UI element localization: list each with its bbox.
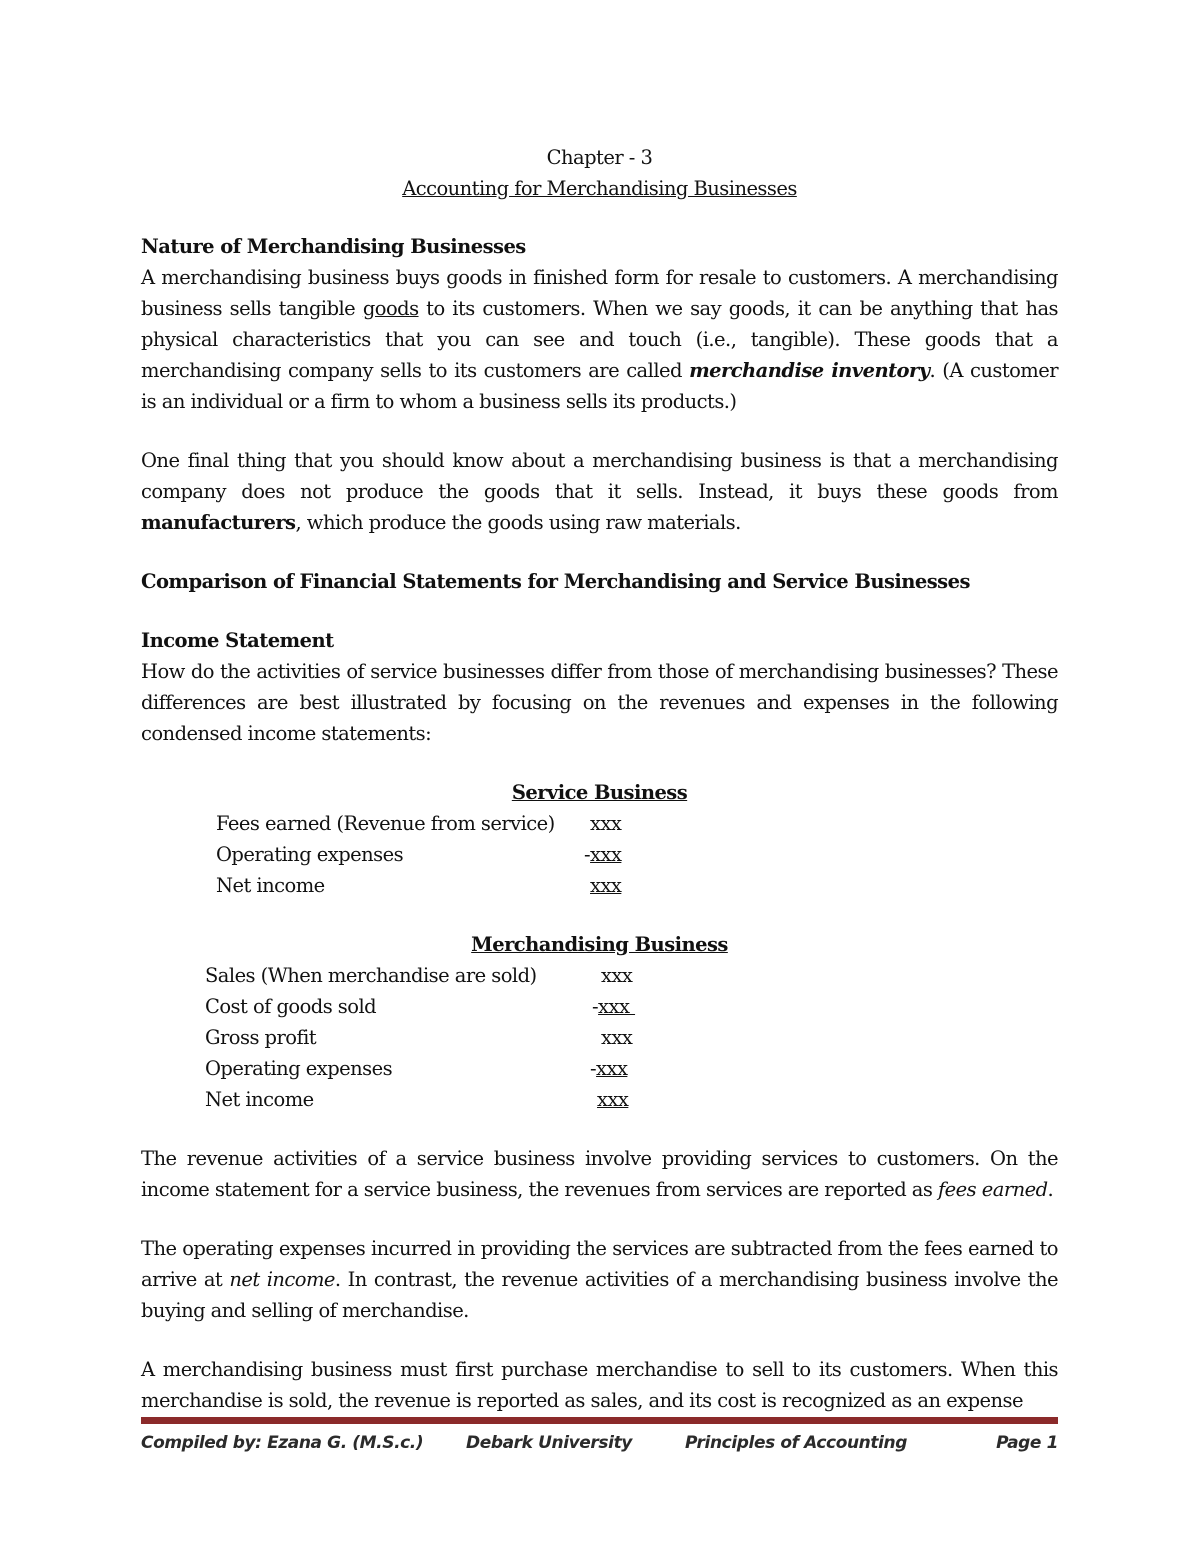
spacer: [141, 1115, 1058, 1143]
fees-earned-term: fees earned: [938, 1178, 1048, 1201]
goods-term: goods: [362, 297, 419, 320]
spacer: [141, 901, 1058, 929]
spacer: [141, 204, 1058, 231]
merch-row-label: Gross profit: [205, 1026, 317, 1049]
footer-page-number: Page 1: [996, 1433, 1058, 1453]
spacer: [141, 1205, 1058, 1233]
paragraph-nature-2: One final thing that you should know about a merchandising business is that a merchandising company does not produce the goods that it sells. Instead, it buys these goods from manufacturers, which produce the goods using raw materials.: [141, 449, 1058, 534]
service-statement-title: Service Business: [511, 781, 688, 804]
section-heading-income-statement: Income Statement: [141, 629, 334, 652]
paragraph-income-intro: How do the activities of service businesses differ from those of merchandising businesses? These differences are best illustrated by focusing on the revenues and expenses in the following condensed income statements:: [141, 660, 1058, 745]
merch-row-value: xxx: [597, 1088, 629, 1111]
spacer: [141, 749, 1058, 777]
service-business-statement: [141, 777, 1058, 901]
merch-row-value: xxx: [601, 964, 633, 987]
footer-divider: [141, 1417, 1058, 1424]
section-heading-comparison: Comparison of Financial Statements for Merchandising and Service Businesses: [141, 570, 970, 593]
net-income-term: net income: [229, 1268, 335, 1291]
page-footer: [141, 1433, 1058, 1457]
manufacturers-term: manufacturers: [141, 511, 296, 534]
service-row-value: xxx: [590, 812, 622, 835]
service-row-label: Operating expenses: [216, 843, 404, 866]
merchandise-inventory-term: merchandise inventory: [689, 359, 930, 382]
chapter-label: Chapter - 3: [546, 146, 653, 169]
merch-row-value: -xxx: [592, 995, 636, 1018]
page-title: Accounting for Merchandising Businesses: [402, 177, 797, 200]
paragraph-operating-expenses: The operating expenses incurred in providing the services are subtracted from the fees earned to arrive at net income. In contrast, the revenue activities of a merchandising business involve the buying and selling of merchandise.: [141, 1237, 1058, 1322]
merch-row-label: Net income: [205, 1088, 314, 1111]
footer-university: Debark University: [466, 1433, 632, 1453]
spacer: [141, 538, 1058, 566]
service-row-label: Net income: [216, 874, 325, 897]
merch-row-label: Operating expenses: [205, 1057, 393, 1080]
paragraph-merchandise-purchase: A merchandising business must first purchase merchandise to sell to its customers. When this merchandise is sold, the revenue is reported as sales, and its cost is recognized as an expense: [141, 1358, 1058, 1412]
service-row-label: Fees earned (Revenue from service): [216, 812, 555, 835]
merch-statement-title: Merchandising Business: [471, 933, 728, 956]
section-heading-nature: Nature of Merchandising Businesses: [141, 235, 526, 258]
spacer: [141, 597, 1058, 625]
merch-row-value: xxx: [601, 1026, 633, 1049]
paragraph-service-revenue: The revenue activities of a service business involve providing services to customers. On the income statement for a service business, the revenues from services are reported as fees earned.: [141, 1147, 1058, 1201]
spacer: [141, 1326, 1058, 1354]
paragraph-nature-1: A merchandising business buys goods in finished form for resale to customers. A merchandising business sells tangible goods to its customers. When we say goods, it can be anything that has physical characteristics that you can see and touch (i.e., tangible). These goods that a merchandising company sells to its customers are called merchandise inventory. (A customer is an individual or a firm to whom a business sells its products.): [141, 266, 1058, 413]
merch-row-label: Cost of goods sold: [205, 995, 377, 1018]
footer-course: Principles of Accounting: [685, 1433, 908, 1453]
merch-row-value: -xxx: [590, 1057, 628, 1080]
merchandising-business-statement: [141, 929, 1058, 1115]
service-row-value: xxx: [590, 874, 622, 897]
page-content: [141, 142, 1058, 1416]
footer-compiled-by: Compiled by: Ezana G. (M.S.c.): [141, 1433, 424, 1453]
spacer: [141, 417, 1058, 445]
merch-row-label: Sales (When merchandise are sold): [205, 964, 537, 987]
service-row-value: -xxx: [584, 843, 622, 866]
